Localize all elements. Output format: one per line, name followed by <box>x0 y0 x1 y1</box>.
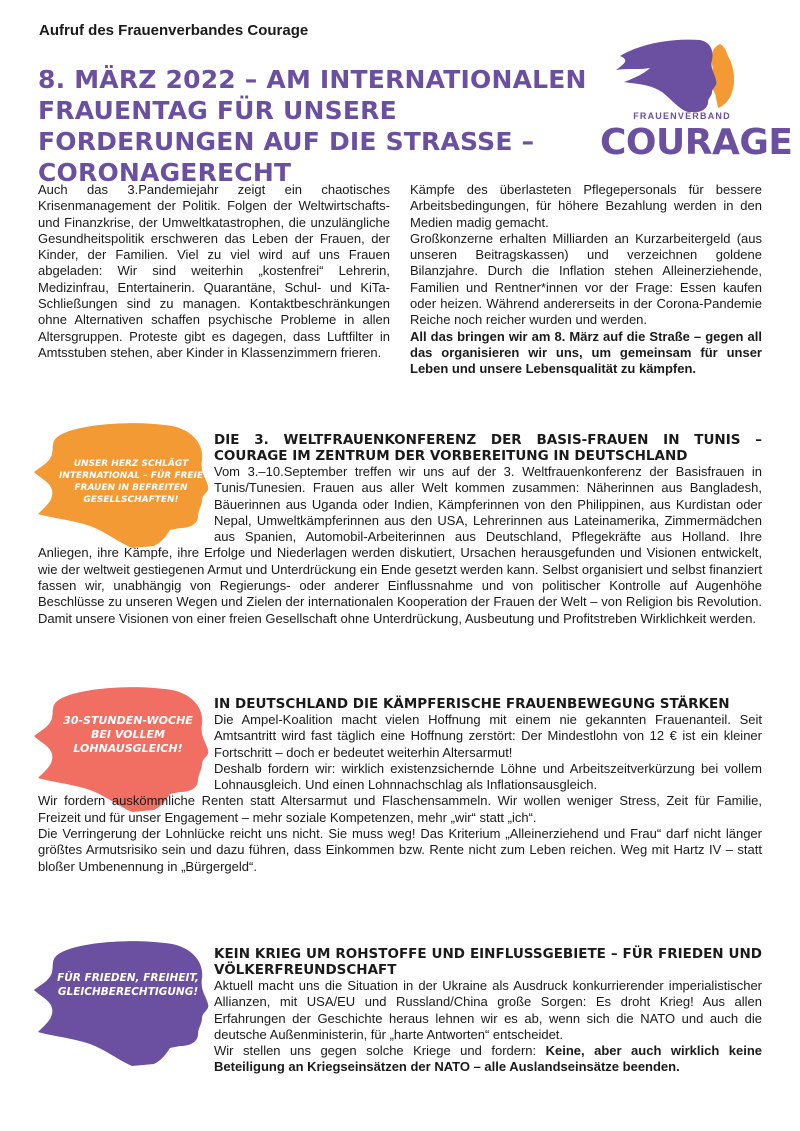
page-title: 8. MÄRZ 2022 – AM INTERNATIONALEN FRAUENTAG FÜR UNSERE FORDERUNGEN AUF DIE STRASSE – CORONAGERECHT <box>38 65 587 187</box>
courage-logo <box>600 36 793 172</box>
intro-left-text: Auch das 3.Pandemiejahr zeigt ein chaotisches Krisenmanagement der Politik. Folgen der Weltwirtschafts- und Finanzkrise, der Umweltkatastrophen, die unzulängliche Gesundheitspolitik erschweren das Leben der Frauen, der Kinder, der Familien. Viel zu viel wird auf uns Frauen abgeladen: Wir sind weiterhin „kostenfrei“ Lehrerin, Medizinfrau, Entertainerin. Quarantäne, Schul- und KiTa-Schließungen sind zu managen. Kontaktbeschränkungen ohne Alternativen schaffen psychische Probleme in allen Altersgruppen. Proteste gibt es dagegen, dass Luftfilter in Amtsstuben stehen, aber Kinder in Klassenzimmern frieren. <box>38 182 390 360</box>
intro-right-p1: Kämpfe des überlasteten Pflegepersonals für bessere Arbeitsbedingungen, für höhere Bezahlung werden in den Medien madig gemacht. <box>410 182 762 230</box>
section-p1: Die Ampel-Koalition macht vielen Hoffnung mit einem nie gekannten Frauenanteil. Seit Amtsantritt wird fast täglich eine Hoffnung zerstört: Der Mindestlohn von 12 € ist ein kleiner Fortschritt – doch er bedeutet weiterhin Altersarmut! <box>214 712 762 760</box>
section-p2-bold: Keine, aber auch wirklich keine Beteiligung an Kriegseinsätzen der NATO – alle Auslandseinsätze beenden. <box>214 1043 762 1075</box>
section-frauenbewegung <box>38 696 762 875</box>
section-title: IN DEUTSCHLAND DIE KÄMPFERISCHE FRAUENBEWEGUNG STÄRKEN <box>214 696 730 712</box>
kicker: Aufruf des Frauenverbandes Courage <box>39 22 309 39</box>
section-body: Vom 3.–10.September treffen wir uns auf der 3. Weltfrauenkonferenz der Basisfrauen in Tunis/Tunesien. Frauen aus aller Welt kommen zusammen: Näherinnen aus Bangladesh, Bäuerinnen aus Uganda oder Indien, Kämpferinnen von den Philippinen, aus Kurdistan oder Nepal, Umweltkämpferinnen aus den USA, Lehrerinnen aus Lateinamerika, Zimmermädchen aus Spanien, Automobil-Arbeiterinnen aus Deutschland, Pflegekräfte aus Holland. Ihre Anliegen, ihre Kämpfe, ihre Erfolge und Niederlagen werden diskutiert, Ursachen herausgefunden und Visionen entwickelt, wie der weltweit gestiegenen Armut und Unterdrückung ein Ende gesetzt werden kann. Selbst organisiert und selbst finanziert fassen wir, unabhängig von Regierungs- oder anderer Einflussnahme und von politischer Kontrolle auf Augenhöhe Beschlüsse zu unseren Wegen und Zielen der internationalen Kooperation der Frauen der Welt – von Religion bis Revolution. Damit unsere Visionen von einer freien Gesellschaft ohne Unterdrückung, Ausbeutung und Profitstreben Wirklichkeit werden. <box>38 464 762 626</box>
section-title: KEIN KRIEG UM ROHSTOFFE UND EINFLUSSGEBIETE – FÜR FRIEDEN UND VÖLKERFREUNDSCHAFT <box>214 946 762 978</box>
section-p4: Die Verringerung der Lohnlücke reicht uns nicht. Sie muss weg! Das Kriterium „Alleinerziehend und Frau“ darf nicht länger größtes Armutsrisiko sein und dazu führen, dass Einkommen bzw. Rente nicht zum Leben reichen. Weg mit Hartz IV – statt bloßer Umbenennung in „Bürgergeld“. <box>38 826 762 874</box>
section-p2: Deshalb fordern wir: wirklich existenzsichernde Löhne und Arbeitszeitverkürzung bei vollem Lohnausgleich. Und einen Lohnnachschlag als Inflationsausgleich. <box>214 760 762 793</box>
intro-right-column <box>410 182 762 378</box>
section-weltfrauenkonferenz <box>38 432 762 627</box>
intro-right-p2: Großkonzerne erhalten Milliarden an Kurzarbeitergeld (aus unseren Beitragskassen) und verzeichnen goldene Bilanzjahre. Durch die Inflation stehen Alleinerziehende, Familien und Rentner*innen vor der Frage: Essen kaufen oder heizen. Während andererseits in der Corona-Pandemie Reiche noch reicher wurden und werden. <box>410 230 762 328</box>
logo-subtitle: FRAUENVERBAND <box>633 111 731 121</box>
intro-right-bold: All das bringen wir am 8. März auf die Straße – gegen all das organisieren wir uns, um gemeinsam für unser Leben und unsere Lebensqualität zu kämpfen. <box>410 328 762 377</box>
section-p2-lead: Wir stellen uns gegen solche Kriege und fordern: <box>214 1043 546 1059</box>
badge-text: UNSER HERZ SCHLÄGT INTERNATIONAL – FÜR FREIE FRAUEN IN BEFREITEN GESELLSCHAFTEN! <box>58 459 204 505</box>
badge-text: 30-STUNDEN-WOCHE BEI VOLLEM LOHNAUSGLEICH! <box>63 714 193 755</box>
badge-text: FÜR FRIEDEN, FREIHEIT, GLEICHBERECHTIGUNG! <box>57 972 199 998</box>
logo-profile-icon <box>600 36 770 116</box>
intro-left-column <box>38 182 390 361</box>
section-frieden <box>38 946 762 1091</box>
section-p1: Aktuell macht uns die Situation in der Ukraine als Ausdruck konkurrierender imperialistischer Allianzen, mit USA/EU und Russland/China große Sorgen: Es droht Krieg! Aus allen Erfahrungen der Geschichte heraus lehnen wir es ab, wenn sich die NATO und auch die deutsche Außenministerin, für „harte Antworten“ entscheidet. <box>214 978 762 1042</box>
logo-wordmark: COURAGE <box>600 122 793 163</box>
section-p3: Wir fordern auskömmliche Renten statt Altersarmut und Flaschensammeln. Wir wollen weniger Stress, Zeit für Familie, Freizeit und für unser Engagement – mehr soziale Kompetenzen, mehr „wir“ statt „ich“. <box>38 793 762 825</box>
section-title: DIE 3. WELTFRAUENKONFERENZ DER BASIS-FRAUEN IN TUNIS – COURAGE IM ZENTRUM DER VORBEREITUNG IN DEUTSCHLAND <box>214 432 762 464</box>
